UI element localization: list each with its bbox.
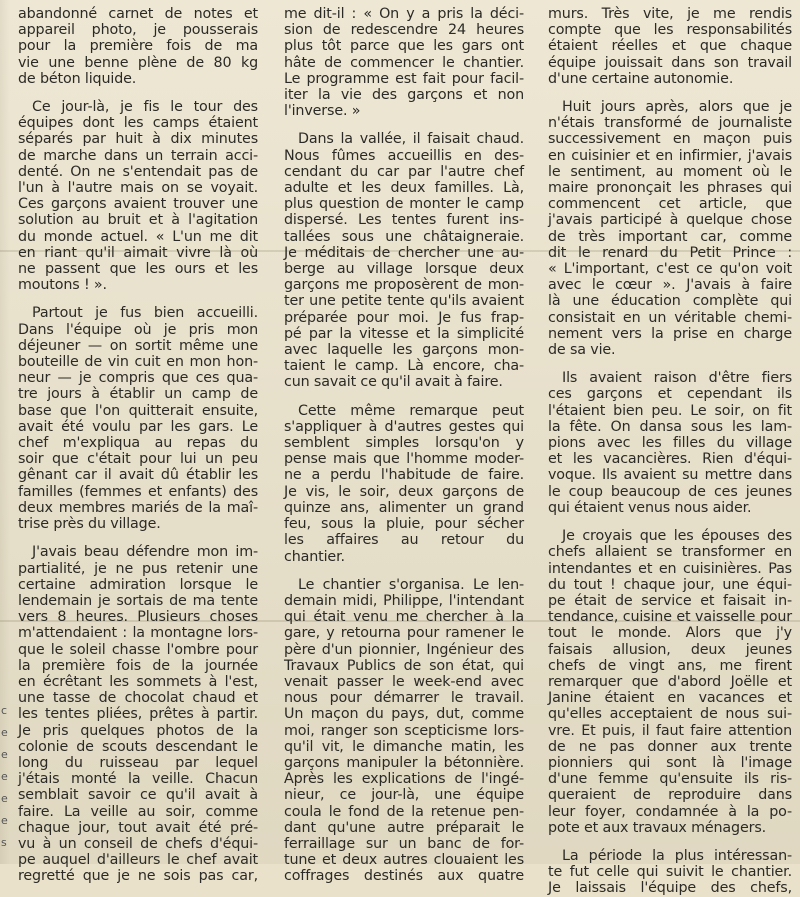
text-line: garçons manipuler la bétonnière.: [284, 754, 524, 771]
text-line: iter la vie des garçons et non: [284, 87, 524, 104]
text-line: de très important car, comme: [548, 228, 792, 245]
text-line: tendance, cuisine et vaisselle pour: [548, 609, 792, 626]
paragraph-gap: [284, 119, 524, 131]
text-line: Travaux Publics de son état, qui: [284, 657, 524, 674]
article-column-2: [284, 6, 524, 885]
text-line: Je croyais que les épouses des: [562, 528, 792, 545]
text-line: semblait savoir ce qu'il avait à: [18, 787, 258, 804]
text-line: bouteille de vin cuit en mon hon-: [18, 354, 258, 371]
text-line: n'étais transformé de journaliste: [548, 115, 792, 132]
text-line: préparée pour moi. Je fus frap-: [284, 309, 524, 326]
text-line: s'appliquer à d'autres gestes qui: [284, 418, 524, 435]
text-line: d'une certaine autonomie.: [548, 70, 734, 87]
text-line: adulte et les deux familles. Là,: [284, 180, 524, 197]
text-line: consistait en un véritable chemi-: [548, 309, 792, 326]
text-line: pe était de service et faisait in-: [548, 592, 792, 609]
text-line: pote et aux travaux ménagers.: [548, 819, 767, 836]
text-line: père d'un pionnier, Ingénieur des: [284, 641, 524, 658]
text-line: la fête. On dansa sous les lam-: [548, 418, 792, 435]
text-line: berge au village lorsque deux: [284, 261, 524, 278]
text-line: dispersé. Les tentes furent ins-: [284, 212, 524, 229]
text-line: Le programme est fait pour facil-: [284, 70, 524, 87]
article-column-1: [18, 6, 258, 885]
text-line: les affaires au retour du: [284, 532, 524, 549]
text-line: partialité, je ne pus retenir une: [18, 560, 258, 577]
text-line: ferraillage sur un banc de for-: [284, 835, 524, 852]
text-line: murs. Très vite, je me rendis: [548, 6, 792, 22]
edge-letter: s: [1, 836, 7, 849]
text-line: qui étaient venus nous aider.: [548, 499, 752, 516]
text-line: solution au bruit et à l'agitation: [18, 212, 258, 229]
text-line: commencent cet article, que: [548, 196, 792, 213]
text-line: Huit jours après, alors que je: [562, 99, 792, 116]
paragraph-gap: [548, 87, 792, 99]
text-line: taient le camp. Là encore, cha-: [284, 358, 524, 375]
text-line: faisais allusion, deux jeunes: [548, 641, 792, 658]
text-line: pour la première fois de ma: [18, 38, 258, 55]
text-line: qu'il vit, le dimanche matin, les: [284, 738, 524, 755]
text-line: « L'important, c'est ce qu'on voit: [548, 261, 792, 278]
text-line: sion de redescendre 24 heures: [284, 22, 524, 39]
text-line: colonie de scouts descendant le: [18, 738, 258, 755]
text-line: Ces garçons avaient trouver une: [18, 196, 258, 213]
text-line: équipes dont les camps étaient: [18, 115, 258, 132]
text-line: équipe jouissait dans son travail: [548, 54, 792, 71]
text-line: quinze ans, alimenter un grand: [284, 499, 524, 516]
paragraph-gap: [18, 87, 258, 99]
text-line: Après les explications de l'ingé-: [284, 771, 524, 788]
edge-letter: e: [1, 814, 8, 827]
text-line: étaient réelles et que chaque: [548, 38, 792, 55]
text-line: regretté que je ne sois pas car,: [18, 868, 258, 885]
text-line: tre jours à établir un camp de: [18, 386, 258, 403]
text-line: La période la plus intéressan-: [562, 847, 792, 864]
paragraph-gap: [548, 358, 792, 370]
text-line: maire prononçait les phrases qui: [548, 180, 792, 197]
text-line: chefs de vingt ans, me firent: [548, 657, 792, 674]
text-line: deux membres mariés de la maî-: [18, 499, 258, 516]
text-line: pense mais que l'homme moder-: [284, 451, 524, 468]
text-line: nieur, ce jour-là, une équipe: [284, 787, 524, 804]
text-line: Janine étaient en vacances et: [548, 690, 792, 707]
text-line: me dit-il : « On y a pris la déci-: [284, 6, 524, 22]
text-line: que le soleil chasse l'ombre pour: [18, 641, 258, 658]
paragraph-gap: [18, 532, 258, 544]
paragraph-gap: [18, 293, 258, 305]
text-line: chefs allaient se transformer en: [548, 544, 792, 561]
text-line: moutons ! ».: [18, 277, 107, 294]
text-line: avec le cœur ». J'avais à faire: [548, 277, 792, 294]
text-line: demain midi, Philippe, l'intendant: [284, 592, 524, 609]
text-line: en cuisinier et en infirmier, j'avais: [548, 147, 792, 164]
text-line: tallées sous une châtaigneraie.: [284, 228, 524, 245]
text-line: là une éducation complète qui: [548, 293, 792, 310]
text-line: l'étaient bien peu. Le soir, on fit: [548, 402, 792, 419]
text-line: Un maçon du pays, dut, comme: [284, 706, 524, 723]
text-line: familles (femmes et enfants) des: [18, 483, 258, 500]
text-line: Partout je fus bien accueilli.: [32, 305, 258, 322]
text-line: avec laquelle les garçons mon-: [284, 342, 524, 359]
paragraph-gap: [284, 391, 524, 403]
text-line: vre. Et puis, il faut faire attention: [548, 722, 792, 739]
text-line: abandonné carnet de notes et: [18, 6, 258, 22]
text-line: moi, ranger son scepticisme lors-: [284, 722, 524, 739]
text-line: te fut celle qui suivit le chantier.: [548, 864, 792, 881]
text-line: trise près du village.: [18, 516, 161, 533]
text-line: Dans l'équipe où je pris mon: [18, 321, 258, 338]
text-line: une tasse de chocolat chaud et: [18, 690, 258, 707]
text-line: Nous fûmes accueillis en des-: [284, 147, 524, 164]
text-line: faire. La veille au soir, comme: [18, 803, 258, 820]
text-line: Dans la vallée, il faisait chaud.: [298, 131, 524, 148]
text-line: J'avais beau défendre mon im-: [32, 544, 258, 561]
text-line: ter une petite tente qu'ils avaient: [284, 293, 524, 310]
text-line: ne a perdu l'habitude de faire.: [284, 467, 524, 484]
text-line: de marche dans un terrain acci-: [18, 147, 258, 164]
text-line: soir que c'était pour lui un peu: [18, 451, 258, 468]
text-line: long du ruisseau par lequel: [18, 754, 258, 771]
text-line: le sentiment, au moment où le: [548, 163, 792, 180]
edge-letter: e: [1, 748, 8, 761]
text-line: coula le fond de la retenue pen-: [284, 803, 524, 820]
text-line: tune et deux autres clouaient les: [284, 852, 524, 869]
text-line: feu, sous la pluie, pour sécher: [284, 516, 524, 533]
text-line: chaque jour, tout avait été pré-: [18, 819, 258, 836]
text-line: chef m'expliqua au repas du: [18, 435, 258, 452]
text-line: de ne pas donner aux trente: [548, 738, 792, 755]
text-line: du tout ! chaque jour, une équi-: [548, 576, 792, 593]
text-line: l'un à l'autre mais on se voyait.: [18, 180, 258, 197]
text-line: venait passer le week-end avec: [284, 673, 524, 690]
text-line: semblent simples lorsqu'on y: [284, 435, 524, 452]
text-line: Je pris quelques photos de la: [18, 722, 258, 739]
text-line: la première fois de la journée: [18, 657, 258, 674]
text-line: de béton liquide.: [18, 70, 137, 87]
paragraph-gap: [548, 516, 792, 528]
text-line: j'étais monté la veille. Chacun: [18, 771, 258, 788]
text-line: déjeuner — on sortit même une: [18, 337, 258, 354]
text-line: pé par la vitesse et la simplicité: [284, 325, 524, 342]
text-line: du monde actuel. « L'un me dit: [18, 228, 258, 245]
text-line: m'attendaient : la montagne lors-: [18, 625, 258, 642]
paragraph-gap: [548, 836, 792, 848]
text-line: neur — je compris que ces qua-: [18, 370, 258, 387]
text-line: Je vis, le soir, deux garçons de: [284, 483, 524, 500]
cut-off-edge-letters: [1, 700, 11, 860]
text-line: vers 8 heures. Plusieurs choses: [18, 609, 258, 626]
text-line: pions avec les filles du village: [548, 435, 792, 452]
paragraph-gap: [284, 565, 524, 577]
text-line: successivement en maçon puis: [548, 131, 792, 148]
text-line: queraient de reproduire dans: [548, 787, 792, 804]
text-line: Je méditais de chercher une au-: [284, 244, 524, 261]
text-line: avait été voulu par les gars. Le: [18, 418, 258, 435]
text-line: intendantes et en cuisinières. Pas: [548, 560, 792, 577]
edge-letter: c: [1, 704, 8, 717]
text-line: ne passent que les ours et les: [18, 261, 258, 278]
text-line: plus question de monter le camp: [284, 196, 524, 213]
text-line: Ils avaient raison d'être fiers: [562, 370, 792, 387]
text-line: pe auquel d'ailleurs le chef avait: [18, 852, 258, 869]
text-line: base que l'on quitterait ensuite,: [18, 402, 258, 419]
text-line: voque. Ils avaient su mettre dans: [548, 467, 792, 484]
text-line: denté. On ne s'entendait pas de: [18, 163, 258, 180]
text-line: vu à un conseil de chefs d'équi-: [18, 835, 258, 852]
text-line: qui était venu me chercher à la: [284, 609, 524, 626]
text-line: nement vers la prise en charge: [548, 325, 792, 342]
edge-letter: e: [1, 770, 8, 783]
text-line: compte que les responsabilités: [548, 22, 792, 39]
text-line: vie une benne plène de 80 kg: [18, 54, 258, 71]
text-line: j'avais participé à quelque chose: [548, 212, 792, 229]
text-line: hâte de commencer le chantier.: [284, 54, 524, 71]
text-line: lendemain je sortais de ma tente: [18, 592, 258, 609]
text-line: et les vacancières. Rien d'équi-: [548, 451, 792, 468]
text-line: dit le renard du Petit Prince :: [548, 244, 792, 261]
text-line: tout le monde. Alors que j'y: [548, 625, 792, 642]
text-line: certaine admiration lorsque le: [18, 576, 258, 593]
text-line: Ce jour-là, je fis le tour des: [32, 99, 258, 116]
text-line: pionniers qui sont là l'image: [548, 754, 792, 771]
text-line: coffrages destinés aux quatre: [284, 868, 524, 885]
text-line: en riant qu'il aimait vivre là où: [18, 244, 258, 261]
text-line: gênant car il avait dû établir les: [18, 467, 258, 484]
text-line: l'inverse. »: [284, 103, 361, 120]
text-line: le coup beaucoup de ces jeunes: [548, 483, 792, 500]
text-line: leur foyer, condamnée à la po-: [548, 803, 792, 820]
text-line: Le chantier s'organisa. Le len-: [298, 576, 524, 593]
text-line: plus tôt parce que les gars ont: [284, 38, 524, 55]
text-line: qu'elles acceptaient de nous sui-: [548, 706, 792, 723]
text-line: appareil photo, je pousserais: [18, 22, 258, 39]
text-line: chantier.: [284, 548, 345, 565]
text-line: nous pour démarrer le travail.: [284, 690, 524, 707]
text-line: les tentes pliées, prêtes à partir.: [18, 706, 258, 723]
article-column-3: [548, 6, 792, 897]
text-line: cendant du car par l'autre chef: [284, 163, 524, 180]
text-line: de sa vie.: [548, 342, 616, 359]
text-line: remarquer que d'abord Joëlle et: [548, 673, 792, 690]
text-line: séparés par huit à dix minutes: [18, 131, 258, 148]
text-line: en écrêtant les sommets à l'est,: [18, 673, 258, 690]
text-line: Cette même remarque peut: [298, 402, 524, 419]
edge-letter: e: [1, 726, 8, 739]
text-line: dant qu'une autre préparait le: [284, 819, 524, 836]
edge-letter: e: [1, 792, 8, 805]
text-line: garçons me proposèrent de mon-: [284, 277, 524, 294]
text-line: cun savait ce qu'il avait à faire.: [284, 374, 503, 391]
text-line: gare, y retourna pour ramener le: [284, 625, 524, 642]
text-line: Je laissais l'équipe des chefs,: [548, 880, 792, 897]
text-line: ces garçons et cependant ils: [548, 386, 792, 403]
text-line: d'une femme qu'ensuite ils ris-: [548, 771, 792, 788]
